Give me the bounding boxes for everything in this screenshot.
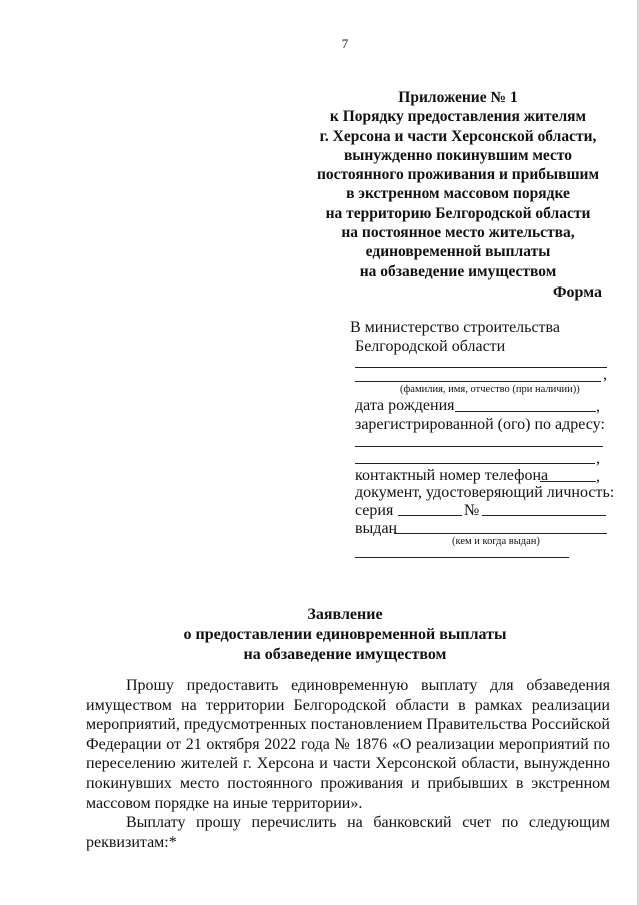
comma: , xyxy=(603,366,607,383)
number-field[interactable] xyxy=(482,515,606,516)
statement-title xyxy=(0,605,640,665)
appendix-line: постоянного проживания и прибывшим xyxy=(316,166,600,184)
address-line-2[interactable] xyxy=(355,463,595,464)
phone-field[interactable] xyxy=(540,481,596,482)
birth-label: дата рождения xyxy=(355,397,455,414)
addressee-line-2: Белгородской области xyxy=(355,338,506,355)
appendix-line: Приложение № 1 xyxy=(398,89,518,106)
appendix-header xyxy=(300,88,616,281)
appendix-line: на постоянное место жительства, xyxy=(341,224,575,242)
issued-caption: (кем и когда выдан) xyxy=(452,536,540,547)
issued-field-line-2[interactable] xyxy=(355,557,569,558)
addressee-line-1: В министерство строительства xyxy=(350,319,560,336)
appendix-line: к Порядку предоставления жителям xyxy=(329,108,587,126)
title-line: Заявление xyxy=(307,606,383,623)
address-line-1[interactable] xyxy=(355,446,603,447)
id-document-label: документ, удостоверяющий личность: xyxy=(355,484,615,501)
birth-date-field[interactable] xyxy=(455,411,596,412)
appendix-line: в экстренном массовом порядке xyxy=(346,185,570,203)
comma: , xyxy=(596,450,600,467)
appendix-line: единовременной выплаты xyxy=(365,243,551,261)
issued-field[interactable] xyxy=(394,533,607,534)
number-label: № xyxy=(464,502,480,519)
appendix-line: г. Херсона и части Херсонской области, xyxy=(319,127,597,145)
appendix-line: на территорию Белгородской области xyxy=(325,204,591,222)
form-label: Форма xyxy=(552,284,602,301)
comma: , xyxy=(596,468,600,485)
series-label: серия xyxy=(355,502,394,519)
paragraph-payment: Выплату прошу перечислить на банковский счет по следующим реквизитам:* xyxy=(86,814,610,851)
comma: , xyxy=(596,398,600,415)
phone-label: контактный номер телефона xyxy=(355,467,549,484)
fio-line-1[interactable] xyxy=(355,367,607,368)
series-field[interactable] xyxy=(398,515,462,516)
title-line: на обзаведение имуществом xyxy=(243,646,447,663)
appendix-line: вынужденно покинувшим место xyxy=(343,146,573,164)
appendix-line: на обзаведение имуществом xyxy=(359,262,557,280)
fio-caption: (фамилия, имя, отчество (при наличии)) xyxy=(400,384,580,395)
page-number: 7 xyxy=(341,36,349,51)
registered-label: зарегистрированной (ого) по адресу: xyxy=(355,416,605,433)
issued-label: выдан xyxy=(355,520,398,537)
title-line: о предоставлении единовременной выплаты xyxy=(183,626,507,643)
fio-line-2[interactable] xyxy=(355,381,601,382)
paragraph-request: Прошу предоставить единовременную выплату для обзаведения имуществом на территории Белгородской области в рамках реализации мероприятий, предусмотренных постановлением Правительства Российской Федерации от 21 октября 2022 года № 1876 «О реализации мероприятий по переселению жителей г. Херсона и части Херсонской области, вынужденно покинувших место постоянного проживания и прибывших в экстренном массовом порядке на иные территории». xyxy=(86,677,610,812)
statement-body xyxy=(86,676,610,852)
